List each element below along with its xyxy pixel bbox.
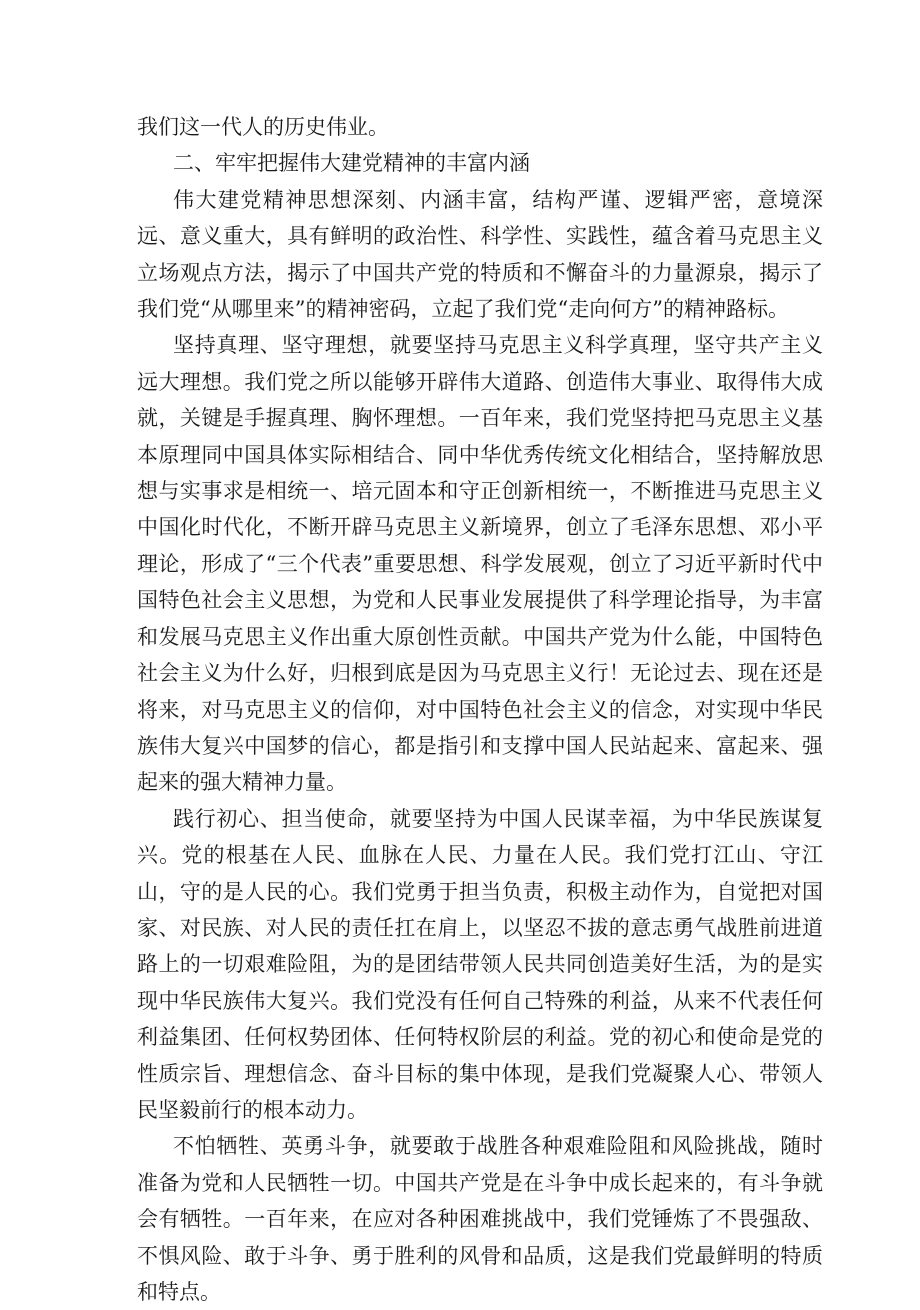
- paragraph-continuation: 我们这一代人的历史伟业。: [137, 115, 389, 139]
- paragraph-spirit-connotation: 伟大建党精神思想深刻、内涵丰富，结构严谨、逻辑严密，意境深远、意义重大，具有鲜明的政治性、科学性、实践性，蕴含着马克思主义立场观点方法，揭示了中国共产党的特质和不懈奋斗的力量源泉，揭示了我们党“从哪里来”的精神密码，立起了我们党“走向何方”的精神路标。: [137, 187, 823, 322]
- paragraph-original-mission: 践行初心、担当使命，就要坚持为中国人民谋幸福，为中华民族谋复兴。党的根基在人民、血脉在人民、力量在人民。我们党打江山、守江山，守的是人民的心。我们党勇于担当负责，积极主动作为，自觉把对国家、对民族、对人民的责任扛在肩上，以坚忍不拔的意志勇气战胜前进道路上的一切艰难险阻，为的是团结带领人民共同创造美好生活，为的是实现中华民族伟大复兴。我们党没有任何自己特殊的利益，从来不代表任何利益集团、任何权势团体、任何特权阶层的利益。党的初心和使命是党的性质宗旨、理想信念、奋斗目标的集中体现，是我们党凝聚人心、带领人民坚毅前行的根本动力。: [137, 806, 823, 1122]
- paragraph-truth-ideals: 坚持真理、坚守理想，就要坚持马克思主义科学真理，坚守共产主义远大理想。我们党之所以能够开辟伟大道路、创造伟大事业、取得伟大成就，关键是手握真理、胸怀理想。一百年来，我们党坚持把马克思主义基本原理同中国具体实际相结合、同中华优秀传统文化相结合，坚持解放思想与实事求是相统一、培元固本和守正创新相统一，不断推进马克思主义中国化时代化，不断开辟马克思主义新境界，创立了毛泽东思想、邓小平理论，形成了“三个代表”重要思想、科学发展观，创立了习近平新时代中国特色社会主义思想，为党和人民事业发展提供了科学理论指导，为丰富和发展马克思主义作出重大原创性贡献。中国共产党为什么能，中国特色社会主义为什么好，归根到底是因为马克思主义行！无论过去、现在还是将来，对马克思主义的信仰，对中国特色社会主义的信念，对实现中华民族伟大复兴中国梦的信心，都是指引和支撑中国人民站起来、富起来、强起来的强大精神力量。: [137, 333, 823, 795]
- document-body: [137, 109, 823, 1310]
- section-heading: 二、牢牢把握伟大建党精神的丰富内涵: [173, 151, 530, 176]
- paragraph-fearless-struggle: 不怕牺牲、英勇斗争，就要敢于战胜各种艰难险阻和风险挑战，随时准备为党和人民牺牲一切。中国共产党是在斗争中成长起来的，有斗争就会有牺牲。一百年来，在应对各种困难挑战中，我们党锤炼了不畏强敌、不惧风险、敢于斗争、勇于胜利的风骨和品质，这是我们党最鲜明的特质和特点。: [137, 1134, 823, 1304]
